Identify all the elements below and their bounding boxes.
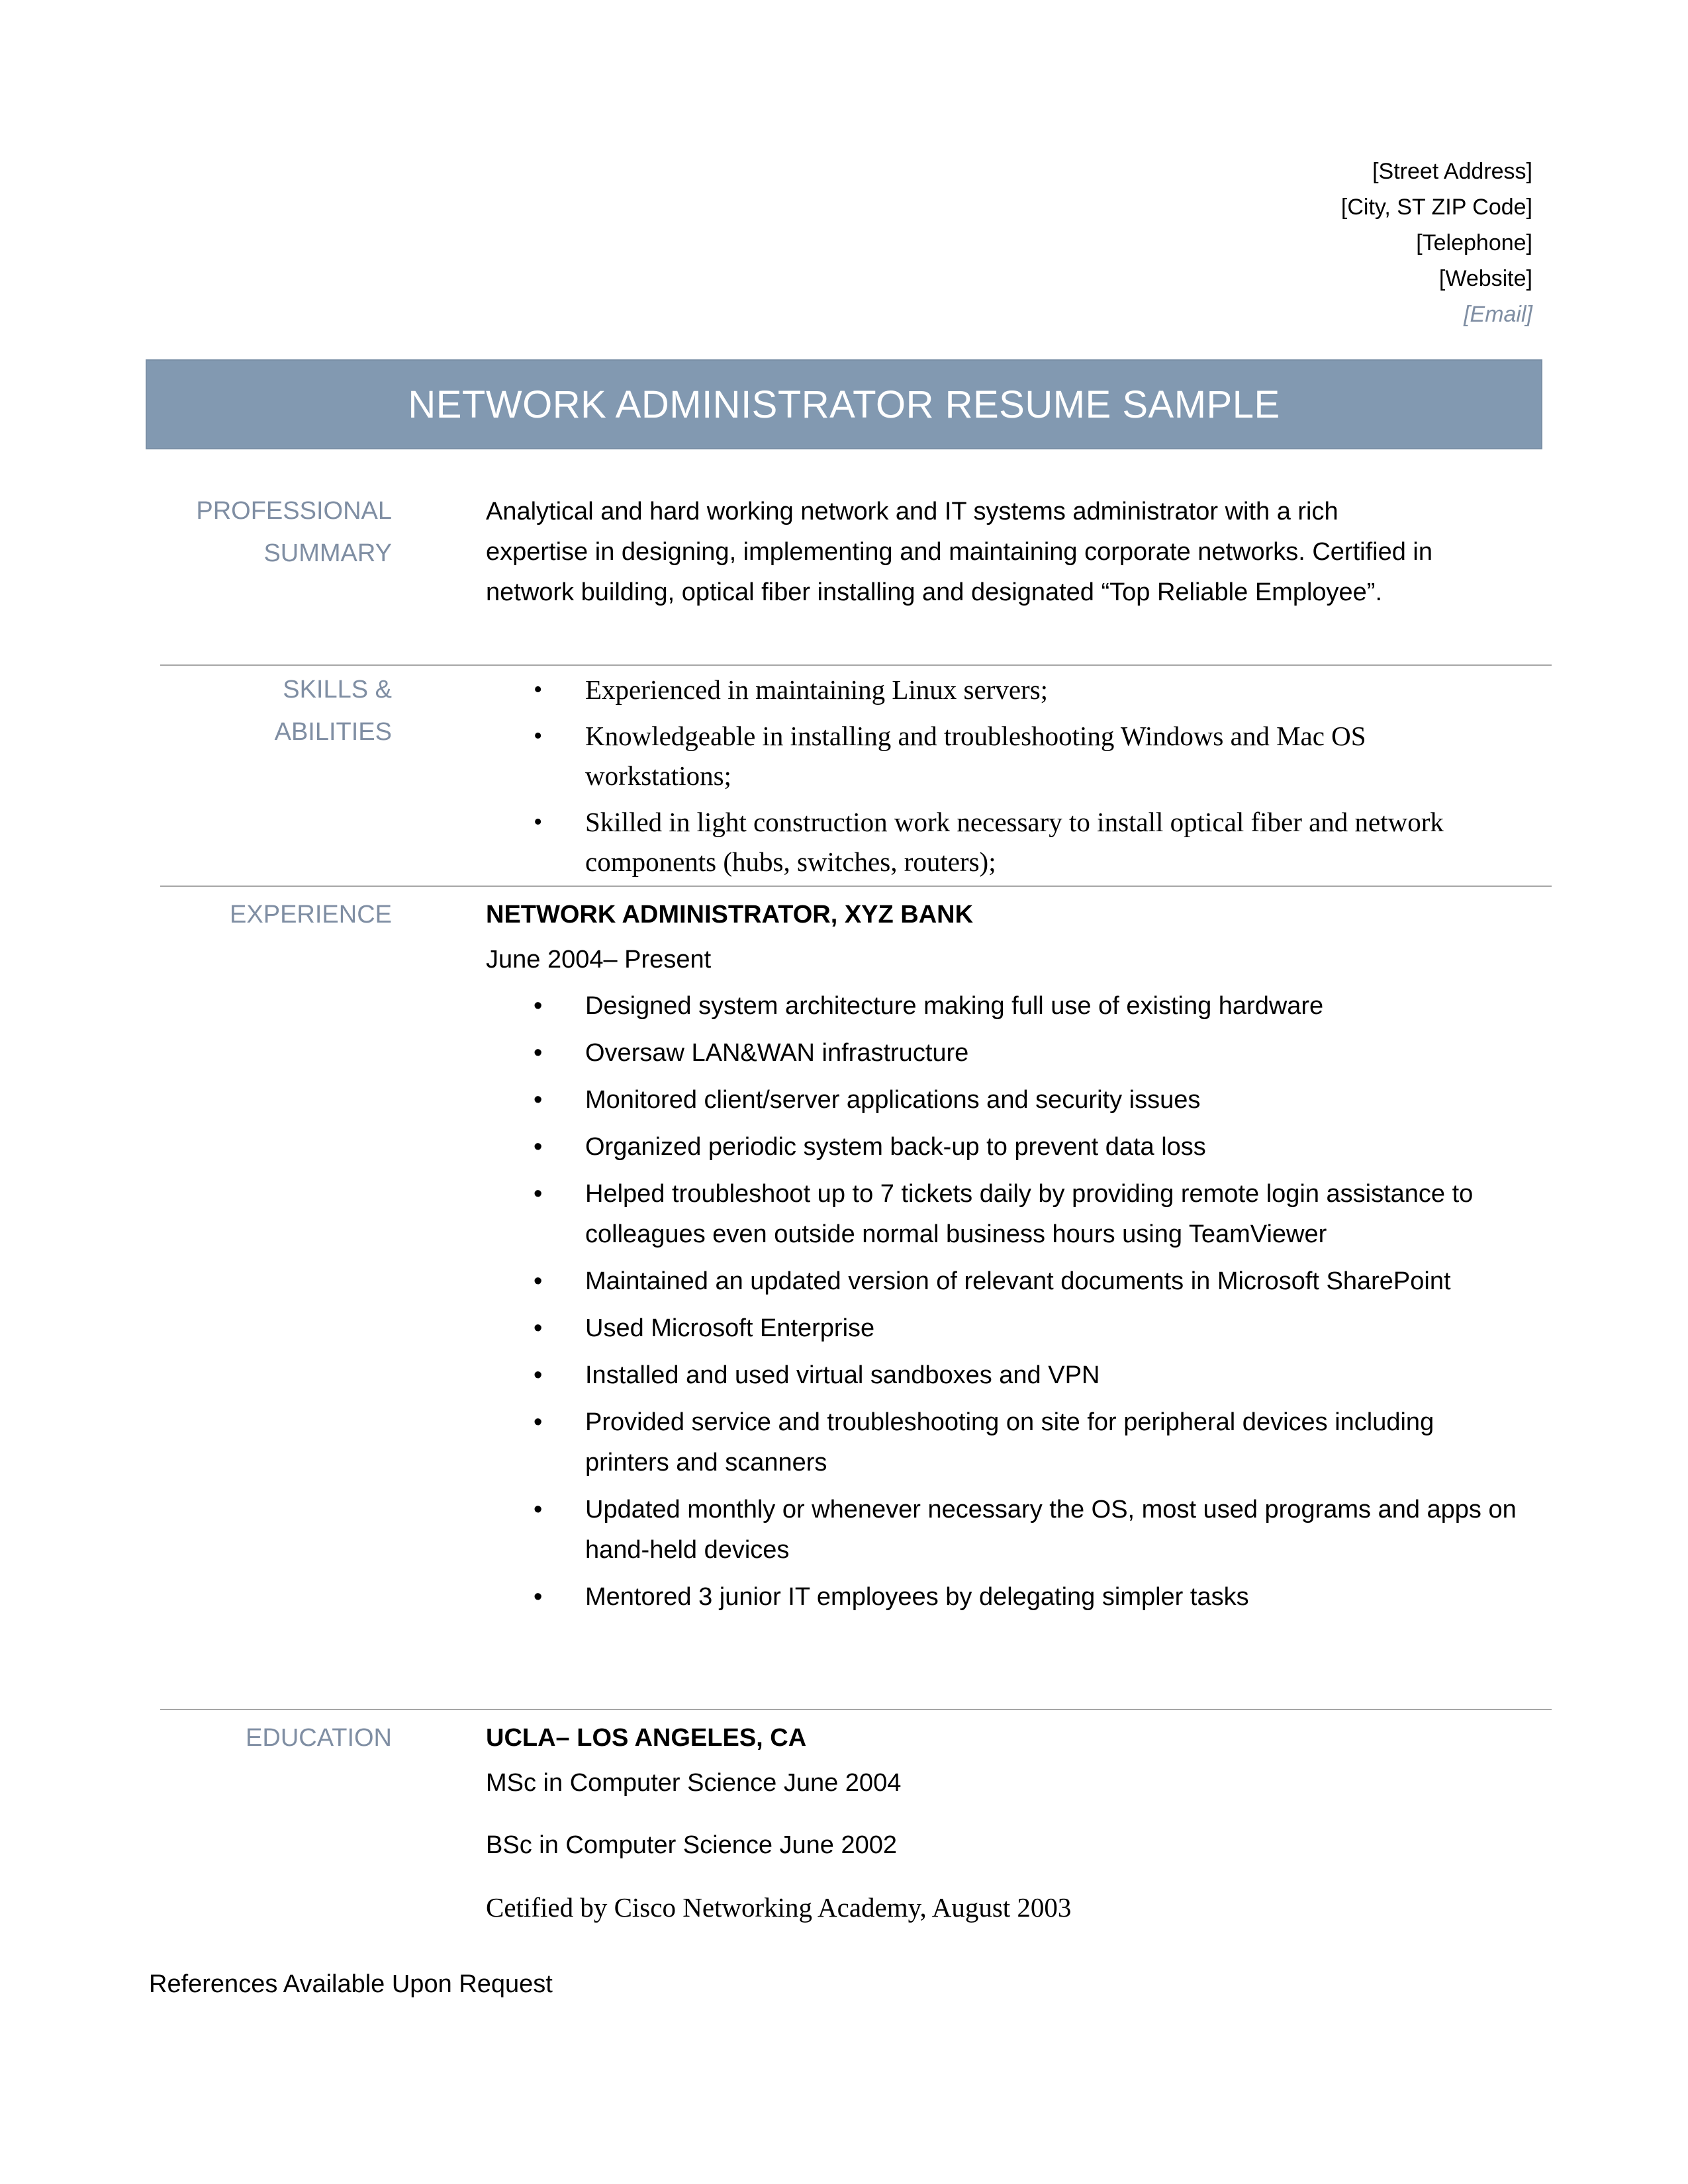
bullet-icon: • xyxy=(534,808,543,836)
list-item: • Installed and used virtual sandboxes and VPN xyxy=(486,1355,1519,1396)
education-label: EDUCATION xyxy=(246,1724,392,1752)
list-item: • Updated monthly or whenever necessary the OS, most used programs and apps on hand-held devices xyxy=(486,1490,1519,1570)
summary-label xyxy=(160,490,392,574)
bullet-icon: • xyxy=(534,1133,543,1161)
summary-section xyxy=(160,490,1552,666)
bullet-icon: • xyxy=(534,1086,543,1114)
experience-section xyxy=(160,887,1552,1710)
list-item: • Helped troubleshoot up to 7 tickets daily by providing remote login assistance to colleagues even outside normal business hours using TeamViewer xyxy=(486,1174,1519,1255)
website: [Website] xyxy=(1438,266,1532,291)
list-item: • Experienced in maintaining Linux servers; xyxy=(486,670,1519,709)
education-section xyxy=(160,1710,1552,1935)
bullet-icon: • xyxy=(534,1583,543,1611)
degree-bsc: BSc in Computer Science June 2002 xyxy=(486,1831,898,1859)
street-address: [Street Address] xyxy=(1372,159,1532,184)
school-name: UCLA– LOS ANGELES, CA xyxy=(486,1724,807,1752)
skills-label: SKILLS & ABILITIES xyxy=(274,676,392,746)
bullet-icon: • xyxy=(534,992,543,1020)
experience-label: EXPERIENCE xyxy=(230,901,392,929)
skills-section xyxy=(160,666,1552,887)
degree-msc: MSc in Computer Science June 2004 xyxy=(486,1769,902,1797)
bullet-icon: • xyxy=(534,1361,543,1389)
email: [Email] xyxy=(1464,302,1532,327)
bullet-icon: • xyxy=(534,1267,543,1295)
skills-list xyxy=(486,670,1519,882)
city-state-zip: [City, ST ZIP Code] xyxy=(1340,195,1532,220)
bullet-icon: • xyxy=(534,1314,543,1342)
certification: Cetified by Cisco Networking Academy, August 2003 xyxy=(486,1892,1072,1923)
job-dates: June 2004– Present xyxy=(486,946,712,974)
job-title: NETWORK ADMINISTRATOR, XYZ BANK xyxy=(486,901,974,929)
list-item: • Maintained an updated version of relevant documents in Microsoft SharePoint xyxy=(486,1261,1519,1302)
summary-label-line1: PROFESSIONAL xyxy=(196,497,392,525)
list-item: • Used Microsoft Enterprise xyxy=(486,1308,1519,1349)
list-item: • Knowledgeable in installing and troubleshooting Windows and Mac OS workstations; xyxy=(486,716,1519,796)
bullet-icon: • xyxy=(534,1496,543,1524)
telephone: [Telephone] xyxy=(1416,230,1532,255)
list-item: • Provided service and troubleshooting on site for peripheral devices including printers and scanners xyxy=(486,1402,1519,1483)
experience-list xyxy=(486,986,1519,1617)
references-note: References Available Upon Request xyxy=(149,1970,553,1998)
bullet-icon: • xyxy=(534,1180,543,1208)
list-item: • Skilled in light construction work necessary to install optical fiber and network components (hubs, switches, routers); xyxy=(486,802,1519,882)
bullet-icon: • xyxy=(534,1039,543,1067)
resume-title: NETWORK ADMINISTRATOR RESUME SAMPLE xyxy=(408,383,1280,426)
contact-block xyxy=(1341,154,1532,332)
list-item: • Designed system architecture making full use of existing hardware xyxy=(486,986,1519,1026)
list-item: • Oversaw LAN&WAN infrastructure xyxy=(486,1033,1519,1073)
bullet-icon: • xyxy=(534,722,543,750)
bullet-icon: • xyxy=(534,1408,543,1436)
list-item: • Mentored 3 junior IT employees by delegating simpler tasks xyxy=(486,1577,1519,1617)
summary-text: Analytical and hard working network and IT systems administrator with a rich expertise in designing, implementing and maintaining corporate networks. Certified in network building, optical fiber installing and designated “Top Reliable Employee”. xyxy=(486,498,1432,606)
summary-label-line2: SUMMARY xyxy=(263,539,392,567)
list-item: • Organized periodic system back-up to prevent data loss xyxy=(486,1127,1519,1167)
title-banner xyxy=(146,359,1542,449)
bullet-icon: • xyxy=(534,676,543,704)
list-item: • Monitored client/server applications and security issues xyxy=(486,1080,1519,1120)
